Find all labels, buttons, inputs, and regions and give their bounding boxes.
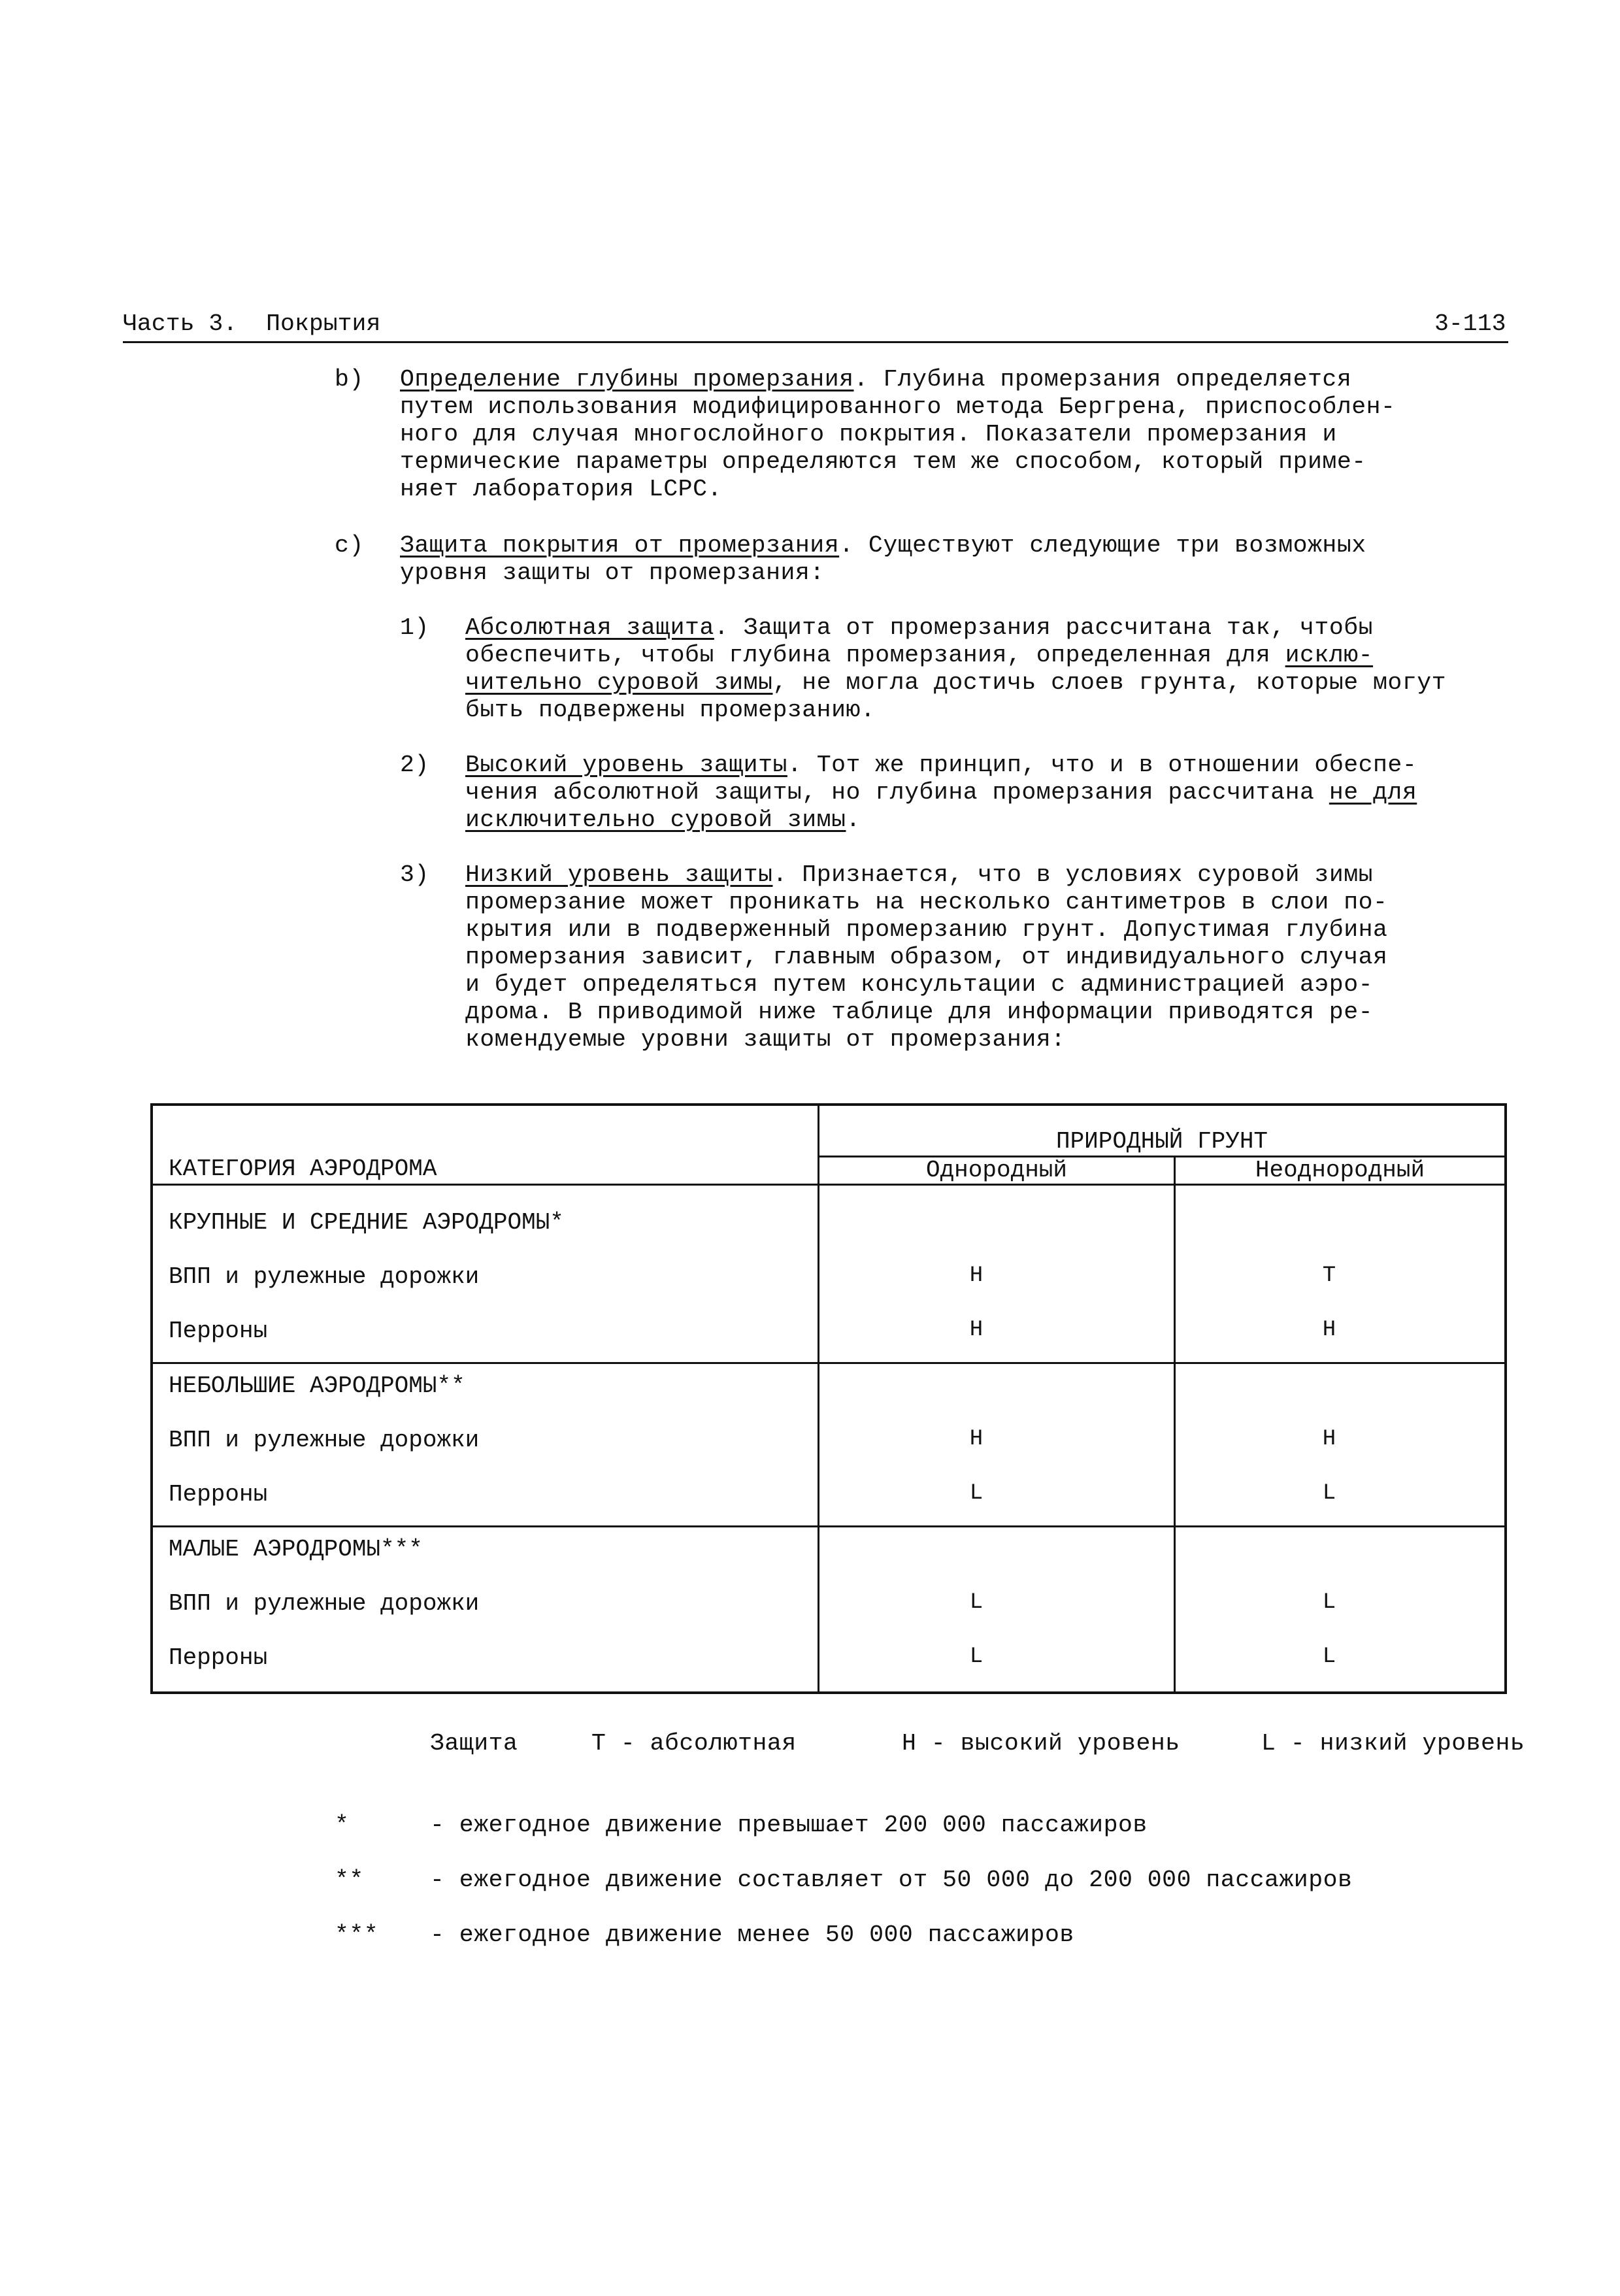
table-cell-homogeneous: L [969,1590,984,1615]
legend-high: H - высокий уровень [902,1730,1180,1757]
col-header-heterogeneous: Неоднородный [1255,1157,1425,1184]
table-group-rule-1 [150,1362,1507,1364]
item-1-line-4: быть подвержены промерзанию. [465,697,876,724]
col-header-category: КАТЕГОРИЯ АЭРОДРОМА [169,1156,437,1182]
legend-low: L - низкий уровень [1261,1730,1525,1757]
table-cell-heterogeneous: L [1322,1590,1336,1615]
table-row-label: Перроны [169,1318,268,1344]
item-1-title: Абсолютная защита [465,614,714,641]
table-group-rule-2 [150,1525,1507,1527]
item-3-line-4: промерзания зависит, главным образом, от индивидуального случая [465,944,1388,971]
legend-absolute: T - абсолютная [591,1730,797,1757]
part-title: Покрытия [266,310,381,337]
footnote-mark: *** [335,1922,379,1948]
page-number: 3-113 [1434,310,1506,337]
section-b-line-2: путем использования модифицированного метода Бергрена, приспособлен- [400,393,1396,420]
part-label: Часть 3. [123,310,238,337]
table-group-name: МАЛЫЕ АЭРОДРОМЫ*** [169,1536,423,1563]
item-2-line-2: чения абсолютной защиты, но глубина промерзания рассчитана не для [465,779,1417,806]
section-c-marker: c) [335,532,364,559]
table-row-label: ВПП и рулежные дорожки [169,1590,480,1617]
item-1-number: 1) [400,614,429,641]
table-cell-heterogeneous: T [1322,1263,1336,1288]
table-cell-homogeneous: H [969,1263,984,1288]
table-group-name: КРУПНЫЕ И СРЕДНИЕ АЭРОДРОМЫ* [169,1209,564,1236]
section-b-line-1: Определение глубины промерзания. Глубина промерзания определяется [400,366,1352,393]
item-1-line-3: чительно суровой зимы, не могла достичь слоев грунта, которые могут [465,669,1447,696]
running-header [123,310,380,337]
table-row-label: ВПП и рулежные дорожки [169,1427,480,1454]
item-3-title: Низкий уровень защиты [465,861,773,888]
section-b-line-4: термические параметры определяются тем же способом, который приме- [400,448,1366,475]
section-b-line-5: няет лаборатория LCPC. [400,476,722,503]
table-row-label: ВПП и рулежные дорожки [169,1263,480,1290]
table-row-label: Перроны [169,1481,268,1508]
header-rule [123,341,1508,343]
table-cell-heterogeneous: H [1322,1318,1336,1342]
item-3-line-7: комендуемые уровни защиты от промерзания: [465,1026,1066,1053]
item-3-line-2: промерзание может проникать на несколько сантиметров в слои по- [465,889,1388,916]
footnote-text: - ежегодное движение превышает 200 000 пассажиров [430,1812,1148,1838]
table-border-right [1504,1103,1507,1694]
table-border-left [150,1103,153,1694]
legend-label: Защита [430,1730,518,1757]
section-c-line-2: уровня защиты от промерзания: [400,559,825,586]
table-cell-homogeneous: L [969,1644,984,1669]
table-cell-homogeneous: H [969,1427,984,1452]
col-header-natural-soil: ПРИРОДНЫЙ ГРУНТ [1055,1128,1268,1155]
col-header-homogeneous: Однородный [925,1157,1068,1184]
section-c-line-1: Защита покрытия от промерзания. Существуют следующие три возможных [400,532,1366,559]
item-3-line-6: дрома. В приводимой ниже таблице для информации приводятся ре- [465,999,1374,1025]
table-row-label: Перроны [169,1644,268,1671]
footnote-mark: * [335,1812,350,1838]
item-2-title: Высокий уровень защиты [465,752,787,778]
item-3-line-5: и будет определяться путем консультации с администрацией аэро- [465,971,1374,998]
section-b-marker: b) [335,366,364,393]
item-3-line-3: крытия или в подверженный промерзанию грунт. Допустимая глубина [465,916,1388,943]
item-1-line-1: Абсолютная защита. Защита от промерзания рассчитана так, чтобы [465,614,1374,641]
table-group-name: НЕБОЛЬШИЕ АЭРОДРОМЫ** [169,1373,465,1399]
table-border-bottom [150,1691,1507,1694]
table-header-rule [150,1184,1507,1186]
item-3-number: 3) [400,861,429,888]
table-cell-homogeneous: H [969,1318,984,1342]
item-2-line-1: Высокий уровень защиты. Тот же принцип, что и в отношении обеспе- [465,752,1417,778]
section-c-title: Защита покрытия от промерзания [400,532,840,559]
footnote-mark: ** [335,1867,364,1893]
item-2-number: 2) [400,752,429,778]
item-3-line-1: Низкий уровень защиты. Признается, что в условиях суровой зимы [465,861,1374,888]
section-b-title: Определение глубины промерзания [400,366,854,393]
table-cell-heterogeneous: H [1322,1427,1336,1452]
footnote-text: - ежегодное движение менее 50 000 пассажиров [430,1922,1074,1948]
table-cell-heterogeneous: L [1322,1644,1336,1669]
table-cell-homogeneous: L [969,1481,984,1506]
section-b-line-3: ного для случая многослойного покрытия. Показатели промерзания и [400,421,1337,448]
item-2-line-3: исключительно суровой зимы. [465,807,861,833]
table-cell-heterogeneous: L [1322,1481,1336,1506]
footnote-text: - ежегодное движение составляет от 50 000 до 200 000 пассажиров [430,1867,1353,1893]
item-1-line-2: обеспечить, чтобы глубина промерзания, определенная для исклю- [465,642,1374,669]
table-border-top [150,1103,1507,1106]
